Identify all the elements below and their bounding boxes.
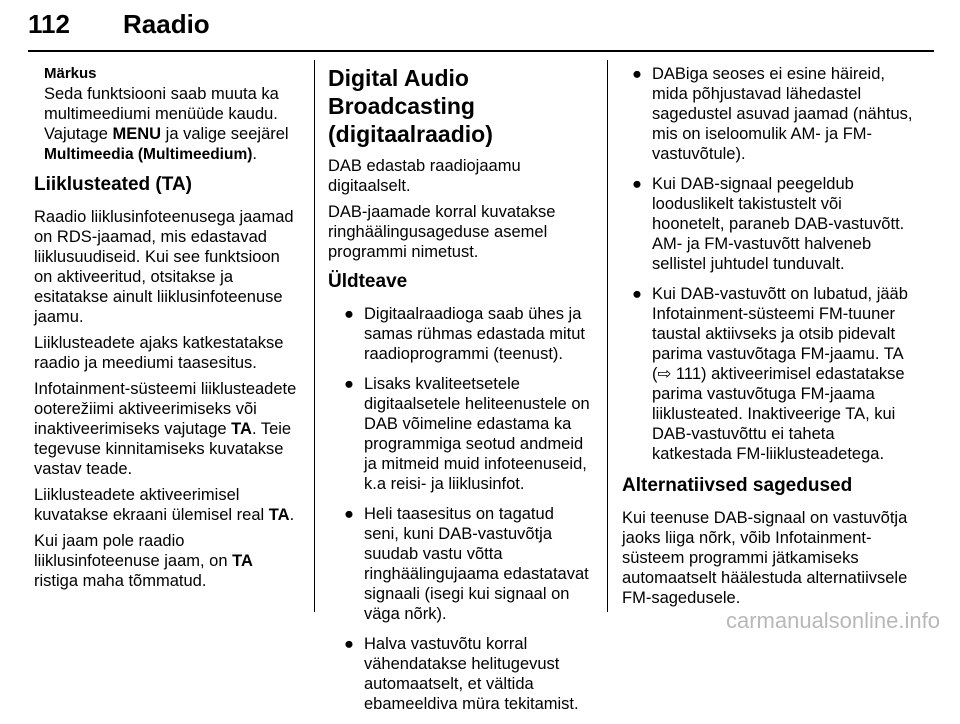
column-divider-2: [607, 60, 608, 612]
bullet-icon: ●: [632, 175, 642, 193]
text-part: ristiga maha tõmmatud.: [34, 572, 207, 590]
page-number: 112: [28, 9, 70, 39]
bullet-list: [622, 64, 914, 464]
list-item-text: Halva vastuvõtu korral vähendatakse helitugevust automaatselt, et vältida ebameeldiva müra tekitamist.: [364, 635, 579, 713]
bullet-icon: ●: [344, 505, 354, 523]
list-item-text: Digitaalraadioga saab ühes ja samas rühmas edastada mitut raadioprogrammi (teenust).: [364, 305, 586, 363]
column-divider-1: [314, 60, 315, 612]
note-text-part: Seda funktsiooni saab muuta ka multimeediumi menüüde kaudu. Vajutage: [44, 85, 279, 143]
text-part: Infotainment-süsteemi liiklusteadete ooterežiimi aktiveerimiseks või inaktiveerimiseks vajutage: [34, 380, 297, 438]
text-part: Kui jaam pole raadio liiklusinfoteenuse jaam, on: [34, 532, 233, 570]
bullet-icon: ●: [344, 375, 354, 393]
page-reference[interactable]: 111: [671, 365, 701, 383]
bullet-icon: ●: [632, 65, 642, 83]
note-text-part: ja valige seejärel: [161, 125, 289, 143]
ta-keyword: TA: [232, 552, 253, 570]
watermark: carmanualsonline.info: [725, 608, 940, 633]
list-item: [328, 634, 592, 714]
note-text: [44, 84, 300, 165]
paragraph: [34, 379, 300, 479]
list-item-text: Heli taasesitus on tagatud seni, kuni DAB-vastuvõtja suudab vastu võtta ringhäälingujaama edastatavat signaali (isegi kui signaal on väga nõrk).: [364, 505, 589, 623]
bullet-icon: ●: [632, 285, 642, 303]
header-rule: [28, 50, 934, 52]
column-2: [328, 64, 592, 724]
note-text-part: .: [252, 145, 257, 163]
multimedia-keyword: Multimeedia (Multimeedium): [44, 146, 253, 163]
list-item: [328, 504, 592, 624]
paragraph: Liiklusteadete ajaks katkestatakse raadio ja meediumi taasesitus.: [34, 334, 284, 372]
paragraph: Kui teenuse DAB-signaal on vastuvõtja jaoks liiga nõrk, võib Infotainment-süsteem programmi jätkamiseks automaatselt häälestuda alternatiivsele FM-sagedusele.: [622, 509, 908, 607]
column-1: [34, 64, 300, 597]
bullet-icon: ●: [344, 635, 354, 653]
text-part: ) aktiveerimisel edastatakse parima vastuvõtuga FM-jaama liiklusteated. Inaktiveerige TA, kui DAB-vastuvõttu ei taheta katkestada FM-liiklusteadetega.: [652, 365, 905, 463]
note-title: Märkus: [44, 65, 97, 82]
list-item-text: [652, 285, 908, 463]
heading-dab: Digital Audio Broadcasting (digitaalraadio): [328, 65, 493, 147]
menu-keyword: MENU: [112, 125, 162, 143]
paragraph: [34, 531, 300, 591]
column-3: [622, 64, 914, 614]
list-item: [622, 284, 914, 464]
heading-alternative-frequencies: Alternatiivsed sagedused: [622, 475, 853, 496]
bullet-icon: ●: [344, 305, 354, 323]
text-part: Liiklusteadete aktiveerimisel kuvatakse ekraani ülemisel real: [34, 486, 269, 524]
list-item-text: DABiga seoses ei esine häireid, mida põhjustavad lähedastel sagedustel asuvad jaamad (nähtus, mis on iseloomulik AM- ja FM-vastuvõtule).: [652, 65, 913, 163]
list-item: [328, 304, 592, 364]
note-block: [34, 64, 300, 165]
ta-keyword: TA: [231, 420, 252, 438]
chapter-title: Raadio: [123, 9, 210, 39]
paragraph: DAB-jaamade korral kuvatakse ringhäälingusageduse asemel programmi nimetust.: [328, 203, 556, 261]
paragraph: [34, 485, 300, 525]
list-item-text: Kui DAB-signaal peegeldub looduslikelt takistustelt või hoonetelt, paraneb DAB-vastuvõtt. AM- ja FM-vastuvõtt halveneb sellistel juhtudel tunduvalt.: [652, 175, 905, 273]
page-header: [28, 6, 928, 56]
text-part: . Teie tegevuse kinnitamiseks kuvatakse vastav teade.: [34, 420, 292, 478]
paragraph: DAB edastab raadiojaamu digitaalselt.: [328, 157, 521, 195]
bullet-list: [328, 304, 592, 714]
text-part: .: [289, 506, 295, 524]
heading-traffic-announcements: Liiklusteated (TA): [34, 174, 192, 195]
ta-keyword: TA: [268, 506, 290, 524]
list-item: [622, 64, 914, 164]
heading-general-info: Üldteave: [328, 271, 408, 292]
list-item-text: Lisaks kvaliteetsetele digitaalsetele heliteenustele on DAB võimeline edastama ka programmiga seotud andmeid ja mitmeid muid infoteenuseid, k.a reisi- ja liiklusinfot.: [364, 375, 590, 493]
list-item: [328, 374, 592, 494]
list-item: [622, 174, 914, 274]
text-part: Kui DAB-vastuvõtt on lubatud, jääb Infotainment-süsteemi FM-tuuner taustal aktiivseks ja otsib pidevalt parima vastuvõtaga FM-jaamu. TA (: [652, 285, 908, 383]
paragraph: Raadio liiklusinfoteenusega jaamad on RDS-jaamad, mis edastavad liiklusuudiseid. Kui see funktsioon on aktiveeritud, otsitakse ja esitatakse ainult liiklusinfoteenuse jaamu.: [34, 208, 294, 326]
arrow-reference-icon: ⇨: [657, 365, 672, 383]
